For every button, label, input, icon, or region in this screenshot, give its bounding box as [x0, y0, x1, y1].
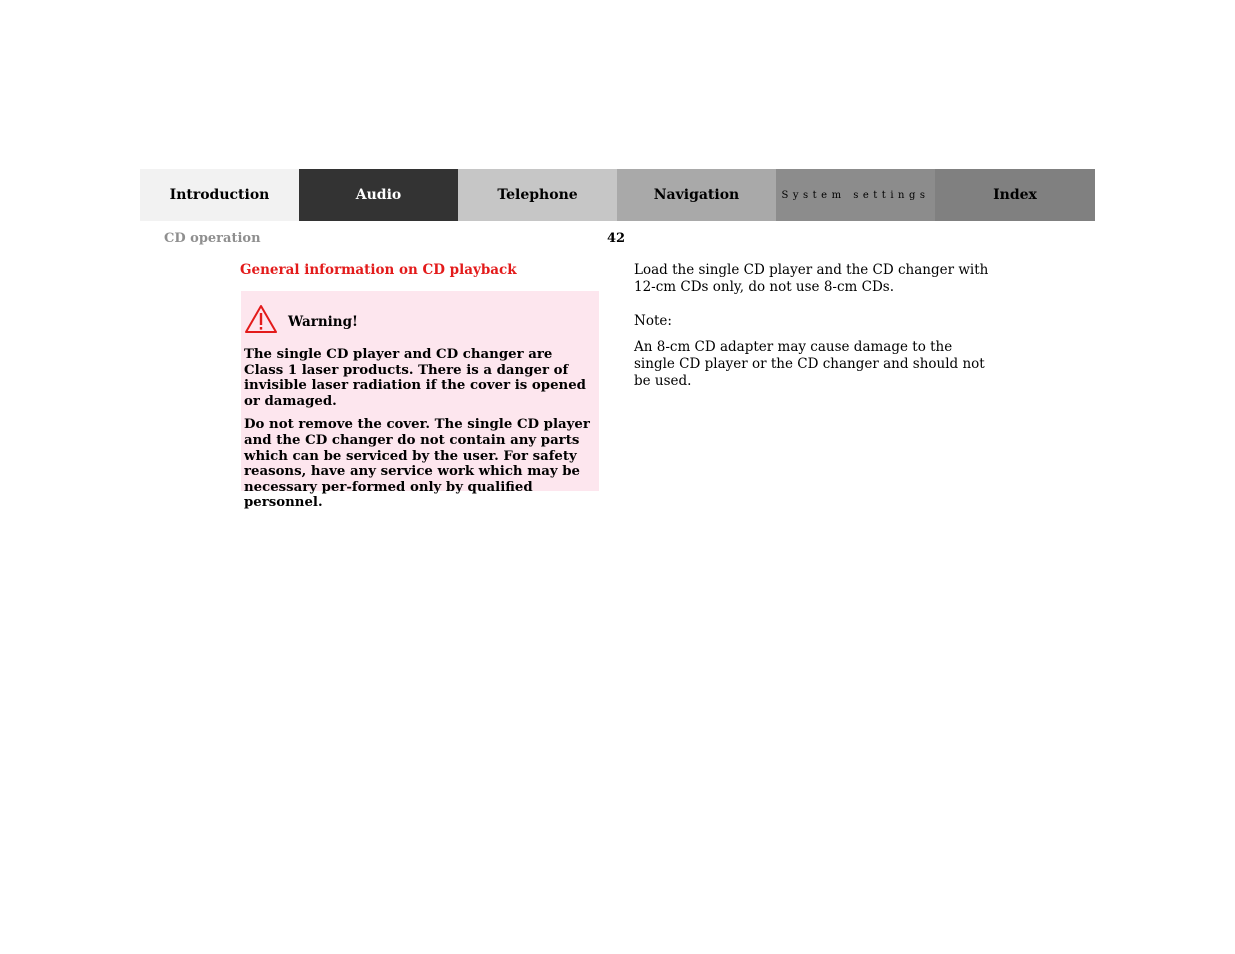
section-heading: General information on CD playback [240, 262, 517, 278]
section-title: CD operation [164, 231, 261, 246]
page-number: 42 [607, 231, 626, 246]
top-navigation [140, 169, 1095, 221]
note-text: An 8-cm CD adapter may cause damage to the single CD player or the CD changer and should not be used. [634, 339, 985, 389]
tab-introduction[interactable]: Introduction [140, 169, 299, 221]
warning-paragraph: The single CD player and CD changer are Class 1 laser products. There is a danger of invisible laser radiation if the cover is opened or damaged. [244, 347, 586, 409]
tab-system-settings[interactable]: System settings [776, 169, 935, 221]
warning-triangle-icon [244, 304, 278, 334]
tab-index[interactable]: Index [935, 169, 1095, 221]
warning-paragraph: Do not remove the cover. The single CD player and the CD changer do not contain any parts which can be serviced by the user. For safety reasons, have any service work which may be necessary per-formed only by qualified personnel. [244, 417, 590, 511]
tab-telephone[interactable]: Telephone [458, 169, 617, 221]
note-label: Note: [634, 313, 672, 329]
tab-audio[interactable]: Audio [299, 169, 458, 221]
cd-size-instruction: Load the single CD player and the CD changer with 12-cm CDs only, do not use 8-cm CDs. [634, 262, 989, 295]
tab-navigation[interactable]: Navigation [617, 169, 776, 221]
warning-header [244, 303, 593, 335]
right-column [634, 262, 994, 407]
warning-box [241, 291, 599, 511]
warning-title: Warning! [288, 314, 358, 330]
